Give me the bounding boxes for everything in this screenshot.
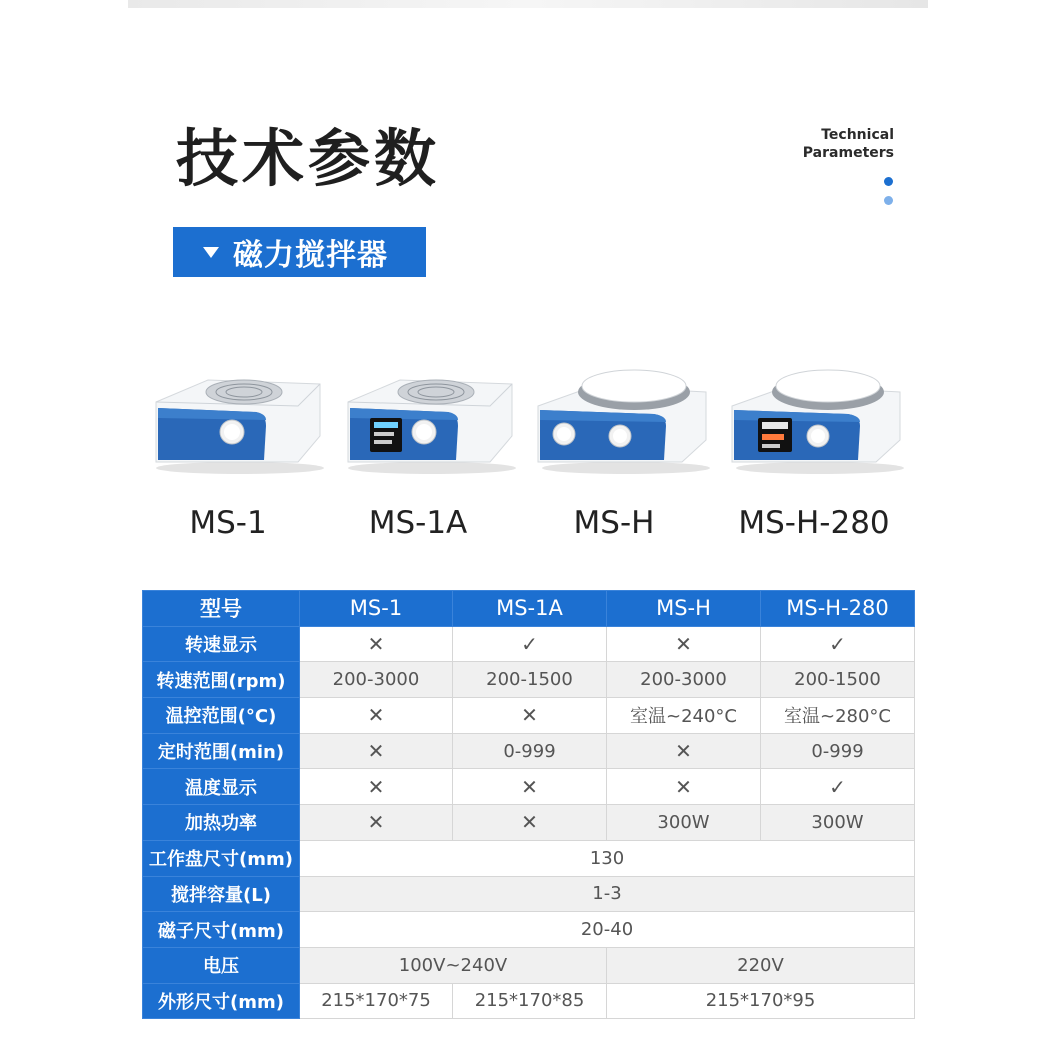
table-cell-merged: 215*170*95 [607,983,915,1019]
table-cell: ✕ [300,805,453,841]
row-label: 转速范围(rpm) [143,662,300,698]
english-subtitle [760,126,894,162]
product-name: MS-1 [189,505,267,541]
table-row [143,733,915,769]
row-label: 温控范围(°C) [143,698,300,734]
table-cell: ✓ [761,626,915,662]
table-row [143,876,915,912]
product-image-ms-1 [148,362,328,474]
table-cell-merged: 220V [607,947,915,983]
category-tag [173,227,426,277]
table-cell: 300W [761,805,915,841]
row-label: 搅拌容量(L) [143,876,300,912]
product-name: MS-1A [368,505,468,541]
row-label: 温度显示 [143,769,300,805]
header-model: MS-H [607,591,761,627]
table-row [143,626,915,662]
table-cell: 215*170*75 [300,983,453,1019]
header-model: MS-H-280 [761,591,915,627]
spec-table [142,590,915,1019]
page-title: 技术参数 [176,122,441,195]
table-cell: ✕ [607,733,761,769]
table-header-row [143,591,915,627]
table-row [143,805,915,841]
table-row [143,947,915,983]
table-cell: ✓ [761,769,915,805]
english-subtitle-line1: Technical [821,127,894,143]
decor-dot-dark [884,177,893,186]
table-cell: ✕ [453,805,607,841]
header-label: 型号 [143,591,300,627]
table-cell: ✕ [300,733,453,769]
stirrer-hotplate-display-icon [728,362,908,474]
row-label: 外形尺寸(mm) [143,983,300,1019]
table-row [143,769,915,805]
table-cell: ✕ [300,698,453,734]
header-model: MS-1 [300,591,453,627]
table-cell-merged: 100V~240V [300,947,607,983]
table-cell: ✕ [453,698,607,734]
table-cell: 200-1500 [453,662,607,698]
table-row [143,840,915,876]
table-cell: ✕ [453,769,607,805]
row-label: 电压 [143,947,300,983]
table-cell: 200-3000 [607,662,761,698]
table-cell: ✕ [300,769,453,805]
category-label: 磁力搅拌器 [233,238,388,273]
stirrer-hotplate-icon [534,362,714,474]
top-banner-edge [128,0,928,8]
table-cell: 200-3000 [300,662,453,698]
row-label: 磁子尺寸(mm) [143,912,300,948]
triangle-down-icon [203,247,219,258]
table-row [143,698,915,734]
row-label: 转速显示 [143,626,300,662]
row-label: 加热功率 [143,805,300,841]
decor-dot-light [884,196,893,205]
product-image-ms-h-280 [728,362,908,474]
table-cell: 0-999 [453,733,607,769]
table-cell: 200-1500 [761,662,915,698]
table-cell: ✕ [607,769,761,805]
table-row [143,912,915,948]
table-cell-merged: 1-3 [300,876,915,912]
product-name: MS-H-280 [738,505,890,541]
table-cell: 215*170*85 [453,983,607,1019]
table-cell: ✕ [300,626,453,662]
row-label: 工作盘尺寸(mm) [143,840,300,876]
header-model: MS-1A [453,591,607,627]
english-subtitle-line2: Parameters [802,145,894,161]
table-cell: ✓ [453,626,607,662]
product-image-ms-1a [340,362,520,474]
product-image-ms-h [534,362,714,474]
table-row [143,983,915,1019]
row-label: 定时范围(min) [143,733,300,769]
table-cell-merged: 130 [300,840,915,876]
table-cell: 室温~280°C [761,698,915,734]
product-name: MS-H [573,505,655,541]
table-cell: 0-999 [761,733,915,769]
table-cell: 室温~240°C [607,698,761,734]
table-cell: 300W [607,805,761,841]
stirrer-display-icon [340,362,520,474]
stirrer-plain-icon [148,362,328,474]
table-cell: ✕ [607,626,761,662]
table-row [143,662,915,698]
table-cell-merged: 20-40 [300,912,915,948]
